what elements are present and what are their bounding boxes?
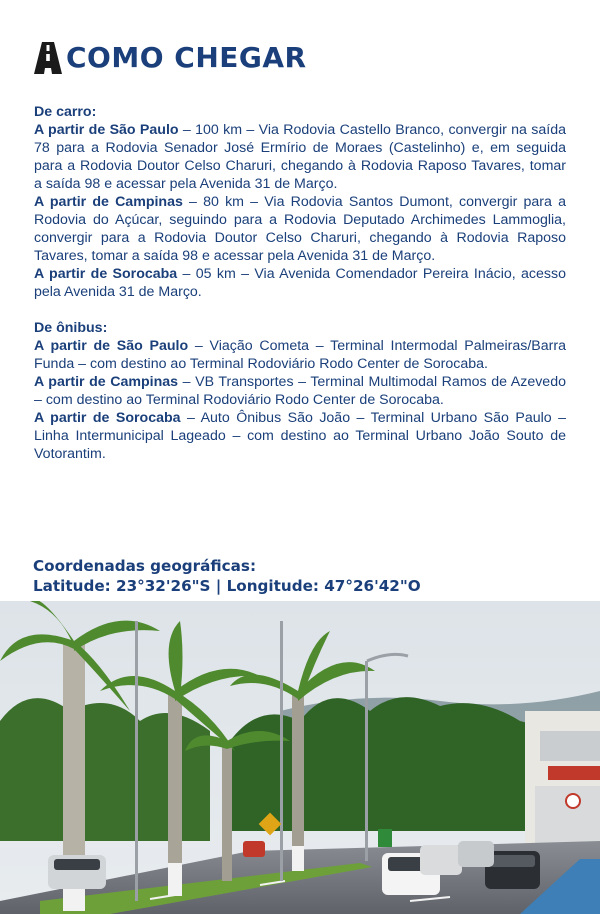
bus-section-title: De ônibus:	[34, 320, 108, 336]
car-item-label: A partir de Campinas	[34, 194, 183, 210]
car-item-text: – 100 km – Via Rodovia Castello Branco, convergir na saída 78 para a Rodovia Senador José Ermírio de Moraes (Castelinho) e, em seguida para a Rodovia Doutor Celso Charuri, chegando à Rodovia Raposo Tavares, tomar a saída 98 e acessar pela Avenida 31 de Março.	[34, 122, 566, 192]
bus-item-label: A partir de São Paulo	[34, 338, 189, 354]
car-item-text: – 05 km – Via Avenida Comendador Pereira Inácio, acesso pela Avenida 31 de Março.	[34, 266, 566, 300]
car-item-sao-paulo	[34, 121, 566, 193]
bus-item-sorocaba	[34, 409, 566, 463]
car-item-label: A partir de São Paulo	[34, 122, 179, 138]
coordinates-block	[33, 556, 421, 596]
page-title: COMO CHEGAR	[66, 41, 307, 74]
section-gap	[34, 301, 566, 319]
bus-item-text: – VB Transportes – Terminal Multimodal Ramos de Azevedo – com destino ao Terminal Rodoviário Rodo Center de Sorocaba.	[34, 374, 566, 408]
bus-item-campinas	[34, 373, 566, 409]
bus-item-sao-paulo	[34, 337, 566, 373]
car-item-text: – 80 km – Via Rodovia Santos Dumont, convergir para a Rodovia do Açúcar, seguindo para a Rodovia Deputado Archimedes Lammoglia, convergir para a Rodovia Doutor Celso Charuri, chegando à Rodovia Raposo Tavares, tomar a saída 98 e acessar pela Avenida 31 de Março.	[34, 194, 566, 264]
road-icon	[34, 42, 62, 74]
bus-item-label: A partir de Campinas	[34, 374, 179, 390]
coordinates-line: Latitude: 23°32'26"S | Longitude: 47°26'42"O	[33, 577, 421, 595]
bus-item-text: – Auto Ônibus São João – Terminal Urbano São Paulo – Linha Intermunicipal Lageado – com destino ao Terminal Urbano João Souto de Votorantim.	[34, 410, 566, 462]
car-item-sorocaba	[34, 265, 566, 301]
directions-content	[34, 103, 566, 463]
car-section-title: De carro:	[34, 104, 97, 120]
bus-item-text: – Viação Cometa – Terminal Intermodal Palmeiras/Barra Funda – com destino ao Terminal Rodoviário Rodo Center de Sorocaba.	[34, 338, 566, 372]
car-item-label: A partir de Sorocaba	[34, 266, 178, 282]
coordinates-title: Coordenadas geográficas:	[33, 557, 257, 575]
avenue-photo-illustration	[0, 601, 600, 914]
page-header	[34, 40, 307, 76]
avenue-photo	[0, 601, 600, 914]
bus-item-label: A partir de Sorocaba	[34, 410, 181, 426]
car-item-campinas	[34, 193, 566, 265]
